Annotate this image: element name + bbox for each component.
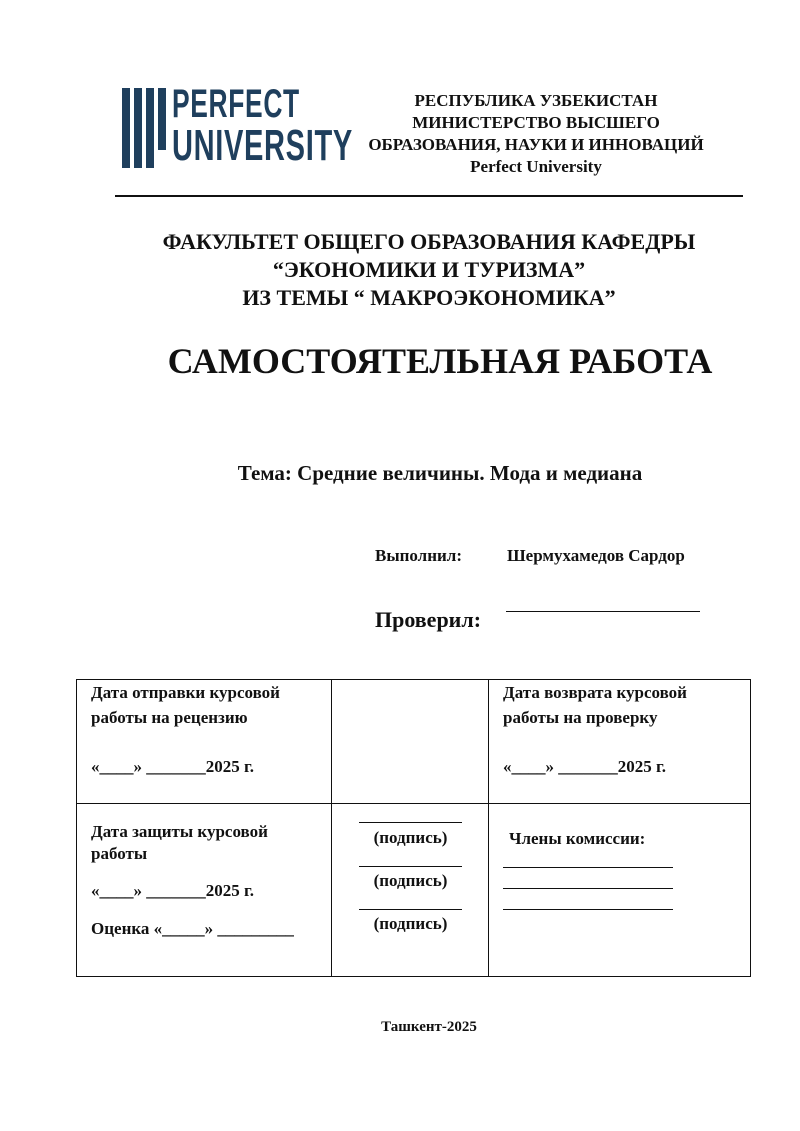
commission-label: Члены комиссии:: [509, 829, 646, 848]
defense-date-value: «____» _______2025 г.: [91, 881, 255, 900]
document-title: САМОСТОЯТЕЛЬНАЯ РАБОТА: [167, 341, 713, 381]
commission-line: [503, 867, 673, 868]
defense-date-label-2: работы: [91, 844, 148, 863]
header-line: ОБРАЗОВАНИЯ, НАУКИ И ИННОВАЦИЙ: [368, 135, 704, 154]
return-date-label-2: работы на проверку: [503, 708, 658, 727]
coursework-table: [76, 679, 751, 977]
topic-line: Тема: Средние величины. Мода и медиана: [237, 461, 643, 485]
return-date-value: «____» _______2025 г.: [503, 757, 667, 776]
performed-label: Выполнил:: [375, 546, 463, 565]
table-divider: [488, 680, 489, 976]
university-logo: [120, 82, 353, 172]
faculty-line: ИЗ ТЕМЫ “ МАКРОЭКОНОМИКА”: [242, 285, 616, 310]
table-divider: [331, 680, 332, 976]
commission-line: [503, 888, 673, 889]
signature-line: [359, 866, 462, 867]
submit-date-label-2: работы на рецензию: [91, 708, 248, 727]
signature-label: (подпись): [373, 914, 448, 933]
header-line: МИНИСТЕРСТВО ВЫСШЕГО: [412, 113, 660, 132]
commission-line: [503, 909, 673, 910]
header-line: Perfect University: [470, 157, 602, 176]
return-date-label: Дата возврата курсовой: [503, 683, 687, 702]
signature-line: [359, 822, 462, 823]
signature-label: (подпись): [373, 828, 448, 847]
faculty-line: ФАКУЛЬТЕТ ОБЩЕГО ОБРАЗОВАНИЯ КАФЕДРЫ: [162, 229, 696, 254]
submit-date-label: Дата отправки курсовой: [91, 683, 280, 702]
table-divider: [77, 803, 750, 804]
faculty-line: “ЭКОНОМИКИ И ТУРИЗМА”: [272, 257, 586, 282]
defense-date-label: Дата защиты курсовой: [91, 822, 268, 841]
checked-label: Проверил:: [375, 607, 482, 632]
faculty-heading: [60, 228, 798, 312]
city-year-footer: Ташкент-2025: [381, 1019, 477, 1035]
performed-name: Шермухамедов Сардор: [507, 546, 685, 565]
logo-bars-icon: [120, 86, 170, 170]
signature-line: [359, 909, 462, 910]
header-divider: [115, 195, 743, 197]
header-line: РЕСПУБЛИКА УЗБЕКИСТАН: [414, 91, 658, 110]
logo-wordmark: PERFECT UNIVERSITY: [172, 82, 353, 170]
ministry-header: [340, 90, 732, 178]
signature-label: (подпись): [373, 871, 448, 890]
submit-date-value: «____» _______2025 г.: [91, 757, 255, 776]
grade-field: Оценка «_____» _________: [91, 919, 294, 938]
checked-signature-line: [506, 611, 700, 612]
